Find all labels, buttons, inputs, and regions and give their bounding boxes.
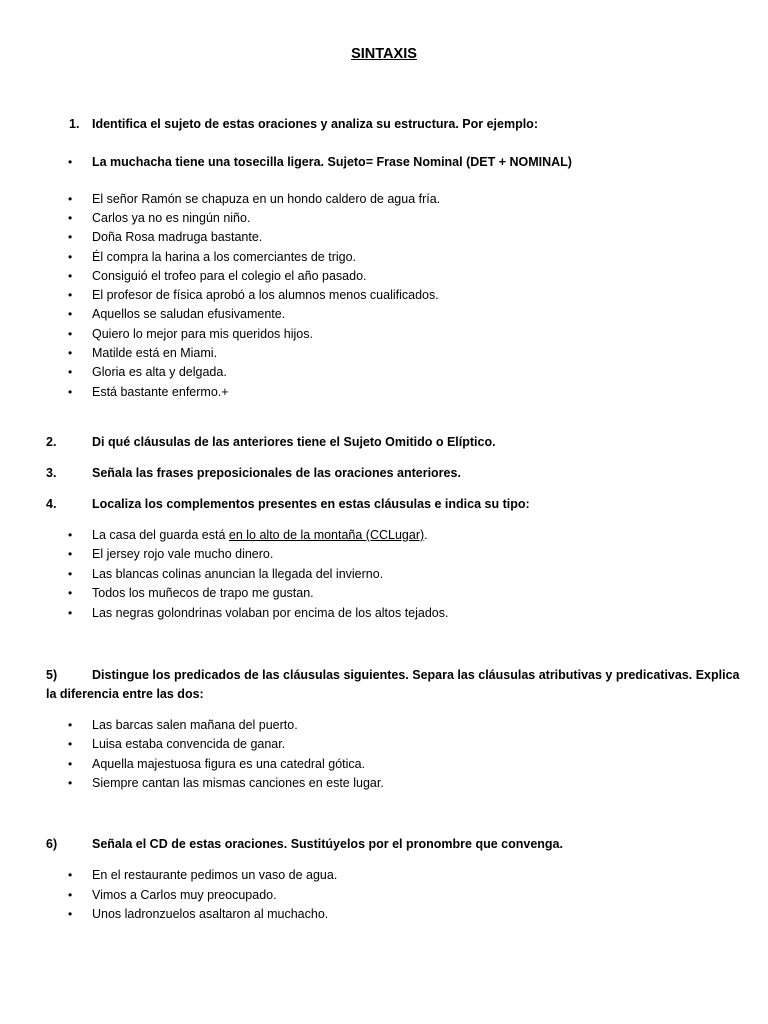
bullet: • bbox=[68, 888, 73, 902]
bullet: • bbox=[68, 211, 73, 225]
bullet: • bbox=[68, 586, 73, 600]
list-item: Doña Rosa madruga bastante. bbox=[92, 230, 263, 244]
list-item: Matilde está en Miami. bbox=[92, 346, 218, 360]
list-item: El jersey rojo vale mucho dinero. bbox=[92, 547, 274, 561]
list-item: Las barcas salen mañana del puerto. bbox=[92, 718, 298, 732]
question-text: Señala las frases preposicionales de las oraciones anteriores. bbox=[92, 466, 461, 480]
question-number: 3. bbox=[46, 466, 57, 480]
bullet: • bbox=[68, 567, 73, 581]
list-item bbox=[92, 527, 428, 543]
bullet: • bbox=[68, 346, 73, 360]
question-text: Señala el CD de estas oraciones. Sustitúyelos por el pronombre que convenga. bbox=[92, 837, 563, 851]
list-item: Siempre cantan las mismas canciones en este lugar. bbox=[92, 776, 384, 790]
question-number: 6) bbox=[46, 837, 58, 851]
question-text-continued: la diferencia entre las dos: bbox=[46, 687, 204, 701]
bullet: • bbox=[68, 737, 73, 751]
question-text: Di qué cláusulas de las anteriores tiene el Sujeto Omitido o Elíptico. bbox=[92, 435, 496, 449]
question-text: Localiza los complementos presentes en estas cláusulas e indica su tipo: bbox=[92, 497, 530, 511]
list-item: El profesor de física aprobó a los alumnos menos cualificados. bbox=[92, 288, 439, 302]
bullet: • bbox=[68, 757, 73, 771]
question-number: 4. bbox=[46, 497, 57, 511]
bullet: • bbox=[68, 528, 73, 542]
bullet: • bbox=[68, 155, 73, 169]
bullet: • bbox=[68, 547, 73, 561]
page-title: SINTAXIS bbox=[351, 46, 417, 62]
question-number: 1. bbox=[69, 117, 80, 131]
bullet: • bbox=[68, 250, 73, 264]
bullet: • bbox=[68, 385, 73, 399]
bullet: • bbox=[68, 907, 73, 921]
bullet: • bbox=[68, 776, 73, 790]
bullet: • bbox=[68, 269, 73, 283]
item-text: . bbox=[424, 528, 428, 542]
list-item: Todos los muñecos de trapo me gustan. bbox=[92, 586, 314, 600]
question-text: Identifica el sujeto de estas oraciones y analiza su estructura. Por ejemplo: bbox=[92, 117, 538, 131]
bullet: • bbox=[68, 288, 73, 302]
bullet: • bbox=[68, 606, 73, 620]
list-item: Las blancas colinas anuncian la llegada del invierno. bbox=[92, 567, 384, 581]
list-item: Vimos a Carlos muy preocupado. bbox=[92, 888, 277, 902]
question-number: 2. bbox=[46, 435, 57, 449]
bullet: • bbox=[68, 868, 73, 882]
list-item: Carlos ya no es ningún niño. bbox=[92, 211, 251, 225]
list-item: Unos ladronzuelos asaltaron al muchacho. bbox=[92, 907, 329, 921]
example-item: La muchacha tiene una tosecilla ligera. Sujeto= Frase Nominal (DET + NOMINAL) bbox=[92, 155, 572, 169]
list-item: Las negras golondrinas volaban por encima de los altos tejados. bbox=[92, 606, 449, 620]
bullet: • bbox=[68, 307, 73, 321]
list-item: El señor Ramón se chapuza en un hondo caldero de agua fría. bbox=[92, 192, 441, 206]
question-text: Distingue los predicados de las cláusulas siguientes. Separa las cláusulas atributivas y predicativas. Explica bbox=[92, 668, 740, 682]
list-item: Aquellos se saludan efusivamente. bbox=[92, 307, 286, 321]
bullet: • bbox=[68, 365, 73, 379]
bullet: • bbox=[68, 230, 73, 244]
item-text: La casa del guarda está bbox=[92, 528, 229, 542]
question-number: 5) bbox=[46, 668, 58, 682]
list-item: Consiguió el trofeo para el colegio el año pasado. bbox=[92, 269, 367, 283]
list-item: Él compra la harina a los comerciantes de trigo. bbox=[92, 250, 357, 264]
underlined-complement: en lo alto de la montaña (CCLugar) bbox=[228, 528, 425, 542]
list-item: Está bastante enfermo.+ bbox=[92, 385, 229, 399]
bullet: • bbox=[68, 718, 73, 732]
list-item: Quiero lo mejor para mis queridos hijos. bbox=[92, 327, 313, 341]
bullet: • bbox=[68, 192, 73, 206]
list-item: Luisa estaba convencida de ganar. bbox=[92, 737, 286, 751]
bullet: • bbox=[68, 327, 73, 341]
list-item: Aquella majestuosa figura es una catedral gótica. bbox=[92, 757, 366, 771]
list-item: Gloria es alta y delgada. bbox=[92, 365, 227, 379]
list-item: En el restaurante pedimos un vaso de agua. bbox=[92, 868, 338, 882]
